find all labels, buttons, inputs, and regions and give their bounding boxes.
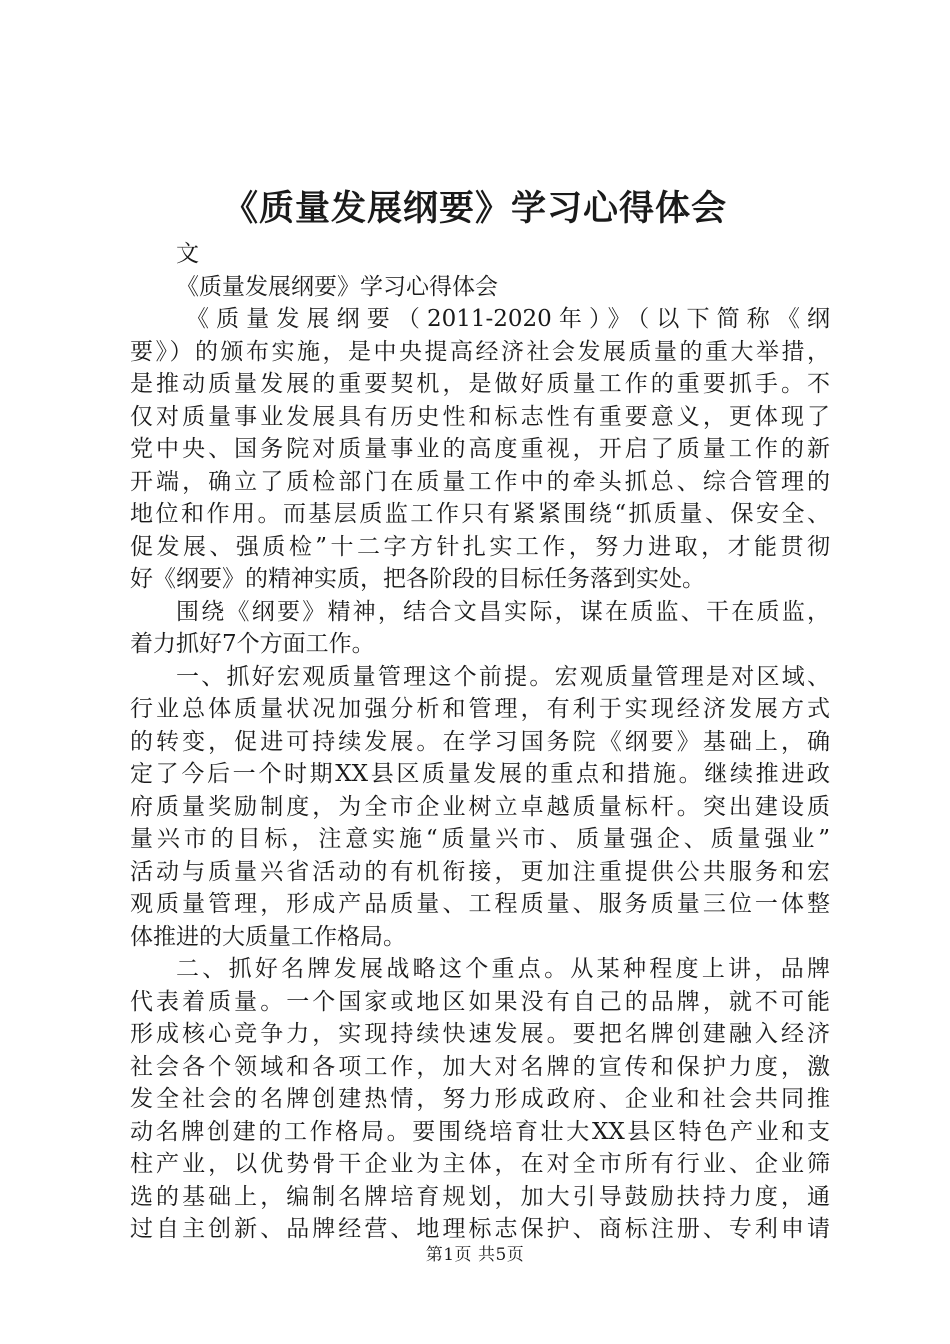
paragraph-line: 开端，确立了质检部门在质量工作中的牵头抓总、综合管理的: [130, 468, 830, 495]
document-body: [130, 238, 830, 1246]
paragraph-line: 地位和作用。而基层质监工作只有紧紧围绕“抓质量、保安全、: [130, 501, 830, 527]
paragraph-line: 党中央、国务院对质量事业的高度重视，开启了质量工作的新: [130, 436, 830, 462]
paragraph-line: 过自主创新、品牌经营、地理标志保护、商标注册、专利申请: [130, 1216, 830, 1242]
paragraph-line: 选的基础上，编制名牌培育规划，加大引导鼓励扶持力度，通: [130, 1183, 830, 1210]
paragraph-line: 二、抓好名牌发展战略这个重点。从某种程度上讲，品牌: [176, 956, 830, 982]
paragraph-line: 要》）的颁布实施，是中央提高经济社会发展质量的重大举措，: [130, 338, 830, 365]
paragraph-line: 促发展、强质检”十二字方针扎实工作，努力进取，才能贯彻: [130, 533, 830, 560]
paragraph-line: 是推动质量发展的重要契机，是做好质量工作的重要抓手。不: [130, 371, 830, 397]
paragraph-line: 仅对质量事业发展具有历史性和标志性有重要意义，更体现了: [130, 403, 830, 430]
author-line: 文: [176, 241, 199, 267]
paragraph-line: 体推进的大质量工作格局。: [130, 923, 406, 950]
paragraph-line: 形成核心竞争力，实现持续快速发展。要把名牌创建融入经济: [130, 1021, 830, 1047]
paragraph-line: 定了今后一个时期XX县区质量发展的重点和措施。继续推进政: [130, 761, 830, 787]
paragraph-line: 一、抓好宏观质量管理这个前提。宏观质量管理是对区域、: [176, 663, 830, 690]
document-title: 《质量发展纲要》学习心得体会: [222, 188, 727, 229]
paragraph-line: 活动与质量兴省活动的有机衔接，更加注重提供公共服务和宏: [130, 858, 830, 885]
paragraph-line: 好《纲要》的精神实质，把各阶段的目标任务落到实处。: [130, 566, 705, 592]
paragraph-line: 着力抓好7个方面工作。: [130, 631, 375, 657]
paragraph-line: 代表着质量。一个国家或地区如果没有自己的品牌，就不可能: [130, 988, 830, 1015]
paragraph-line: 观质量管理，形成产品质量、工程质量、服务质量三位一体整: [130, 891, 830, 917]
paragraph-line: 府质量奖励制度，为全市企业树立卓越质量标杆。突出建设质: [130, 793, 830, 820]
paragraph-line: 柱产业，以优势骨干企业为主体，在对全市所有行业、企业筛: [130, 1151, 830, 1177]
paragraph-line: 量兴市的目标，注意实施“质量兴市、质量强企、质量强业”: [130, 826, 830, 852]
paragraph-line: 社会各个领域和各项工作，加大对名牌的宣传和保护力度，激: [130, 1053, 830, 1080]
paragraph-line: 围绕《纲要》精神，结合文昌实际，谋在质监、干在质监，: [176, 598, 830, 625]
paragraph-line: 《质量发展纲要（2011-2020年）》（以下简称《纲: [186, 306, 830, 332]
subtitle-line: 《质量发展纲要》学习心得体会: [176, 273, 498, 300]
paragraph-line: 动名牌创建的工作格局。要围绕培育壮大XX县区特色产业和支: [130, 1118, 830, 1145]
paragraph-line: 行业总体质量状况加强分析和管理，有利于实现经济发展方式: [130, 696, 830, 722]
paragraph-line: 发全社会的名牌创建热情，努力形成政府、企业和社会共同推: [130, 1086, 830, 1112]
page-number-footer: 第1页 共5页: [425, 1245, 525, 1265]
paragraph-line: 的转变，促进可持续发展。在学习国务院《纲要》基础上，确: [130, 728, 830, 755]
